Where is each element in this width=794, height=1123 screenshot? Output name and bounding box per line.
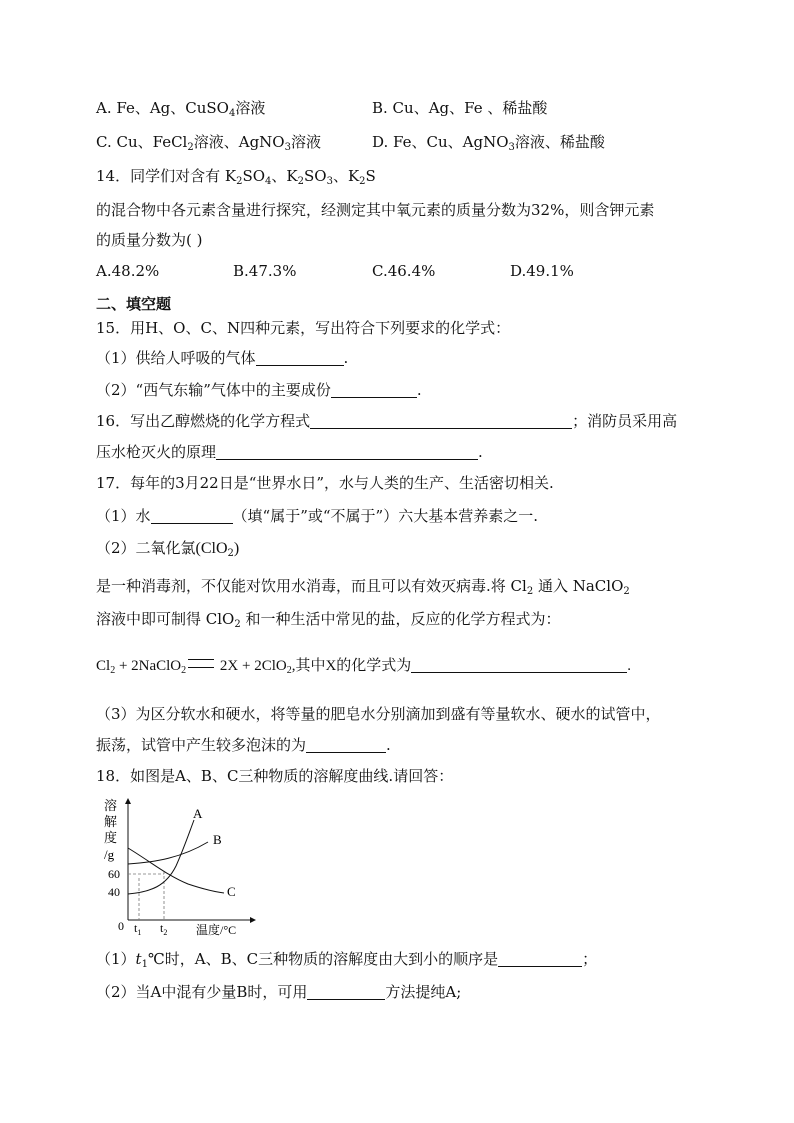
series-a-curve	[128, 820, 194, 894]
q17-text: （填“属于”或“不属于”）六大基本营养素之一.	[232, 507, 538, 525]
x-tick-t1: $t_1$	[134, 921, 142, 937]
answer-blank[interactable]	[411, 656, 627, 673]
q13-option-a-tail: 溶液	[235, 99, 266, 117]
y-axis-label-char: 度	[104, 830, 118, 845]
period: .	[627, 658, 632, 674]
q17-part-3-line-2	[96, 735, 391, 755]
q15-part-1-text: （1）供给人呼吸的气体	[96, 349, 256, 367]
q13-option-c	[96, 132, 321, 158]
series-c-label: C	[227, 884, 236, 899]
semicolon: ；	[582, 950, 598, 968]
q13-option-a-text: A. Fe、Ag、CuSO	[96, 99, 229, 117]
formula: (ClO	[195, 540, 228, 557]
q15-part-2-text: （2）“西气东输”气体中的主要成份	[96, 381, 331, 399]
q18-part-2	[96, 982, 461, 1002]
q13-option-d	[372, 132, 605, 158]
subscript: 2	[234, 619, 241, 630]
q13-option-a	[96, 98, 265, 124]
period: .	[478, 443, 483, 461]
q18-text: ℃时，A、B、C三种物质的溶解度由大到小的顺序是	[147, 950, 499, 968]
q18-part-1	[96, 949, 597, 975]
x-axis-arrow	[250, 917, 256, 923]
q17-text: 是一种消毒剂，不仅能对饮用水消毒，而且可以有效灭病毒.将 Cl	[96, 577, 527, 595]
q17-part-1	[96, 506, 538, 526]
y-axis-label-char: 解	[104, 814, 118, 829]
q17-equation	[96, 656, 631, 681]
y-axis-arrow	[125, 798, 131, 804]
equation-text: 2X + 2ClO	[216, 658, 287, 674]
temp-symbol: t	[135, 950, 142, 968]
q17-part-2-line-3	[96, 609, 561, 635]
period: .	[416, 381, 422, 399]
q18-stem: 18．如图是A、B、C三种物质的溶解度曲线.请回答：	[96, 767, 454, 785]
answer-blank[interactable]	[216, 443, 478, 460]
q16-text: 压水枪灭火的原理	[96, 443, 217, 461]
x-tick-t2: $t_2$	[160, 921, 168, 937]
answer-blank[interactable]	[151, 507, 233, 524]
equation-text: Cl	[96, 658, 111, 674]
q13-option-c-text: C. Cu、FeCl	[96, 133, 188, 151]
q14-option-b: B.47.3%	[233, 262, 297, 280]
subscript: 4	[228, 108, 236, 119]
q14-stem	[96, 166, 376, 192]
equation-text: + 2NaClO	[115, 658, 182, 674]
q18-text: （1）	[96, 950, 136, 968]
subscript: 2	[526, 586, 534, 597]
series-a-label: A	[193, 806, 203, 821]
solubility-chart	[96, 796, 266, 938]
subscript: 1	[141, 959, 148, 970]
x-axis-label: 温度/°C	[196, 923, 237, 937]
q18-text: 方法提纯A;	[385, 983, 462, 1001]
q15-part-2	[96, 380, 422, 400]
q17-part-2	[96, 538, 239, 564]
answer-blank[interactable]	[498, 950, 582, 967]
q13-option-c-text-3: 溶液	[290, 133, 321, 151]
q14-option-c: C.46.4%	[372, 262, 436, 280]
q14-stem-text: 、K	[332, 167, 360, 185]
answer-blank[interactable]	[306, 736, 386, 753]
q14-option-d: D.49.1%	[510, 262, 574, 280]
q17-text: （1）水	[96, 507, 151, 525]
q17-part-3: （3）为区分软水和硬水，将等量的肥皂水分别滴加到盛有等量软水、硬水的试管中，	[96, 705, 661, 723]
answer-blank[interactable]	[310, 412, 572, 429]
x-tick-0: 0	[118, 919, 124, 933]
series-b-curve	[128, 842, 208, 864]
q13-option-b-text: B. Cu、Ag、Fe 、稀盐酸	[372, 99, 548, 117]
q17-text: 振荡，试管中产生较多泡沫的为	[96, 736, 307, 754]
y-axis-label-char: /g	[104, 847, 115, 862]
answer-blank[interactable]	[307, 983, 385, 1000]
q17-text: 通入 NaClO	[533, 577, 624, 595]
subscript: 3	[326, 176, 333, 187]
equals-double-line	[188, 659, 214, 668]
subscript: 4	[265, 176, 272, 187]
q14-stem-text: SO	[303, 167, 327, 185]
subscript: 2	[359, 176, 366, 187]
q14-line-3: 的质量分数为( )	[96, 231, 203, 249]
section-title: 二、填空题	[96, 295, 172, 313]
q14-line-2: 的混合物中各元素含量进行探究，经测定其中氧元素的质量分数为32%，则含钾元素	[96, 201, 655, 219]
subscript: 2	[286, 665, 292, 676]
y-axis-label-char: 溶	[104, 798, 118, 813]
q16-text: ；消防员采用高	[572, 412, 678, 430]
subscript: 2	[236, 176, 243, 187]
equation-text: ,其中X的化学式为	[291, 658, 412, 674]
answer-blank[interactable]	[256, 349, 344, 366]
q17-text: 溶液中即可制得 ClO	[96, 610, 235, 628]
subscript: 2	[623, 586, 630, 597]
q14-stem-text: SO	[242, 167, 266, 185]
q17-text: 和一种生活中常见的盐，反应的化学方程式为：	[240, 610, 561, 628]
q18-text: （2）当A中混有少量B时，可用	[96, 983, 308, 1001]
q16-text: 16．写出乙醇燃烧的化学方程式	[96, 412, 311, 430]
q14-stem-text: 、K	[271, 167, 298, 185]
q15-stem: 15．用H、O、C、N四种元素，写出符合下列要求的化学式：	[96, 319, 511, 337]
q13-option-d-text: D. Fe、Cu、AgNO	[372, 133, 509, 151]
q13-option-d-text-2: 溶液、稀盐酸	[514, 133, 605, 151]
period: .	[343, 349, 349, 367]
answer-blank[interactable]	[331, 381, 417, 398]
q17-stem: 17．每年的3月22日是“世界水日”，水与人类的生产、生活密切相关.	[96, 474, 554, 492]
q14-option-a: A.48.2%	[96, 262, 160, 280]
q16-line-1	[96, 411, 677, 431]
series-c-curve	[128, 848, 224, 893]
q14-stem-text: S	[365, 167, 376, 185]
subscript: 2	[227, 548, 234, 559]
subscript: 2	[187, 142, 194, 153]
y-tick-40: 40	[108, 885, 120, 899]
q13-option-b	[372, 98, 547, 118]
q15-part-1	[96, 348, 348, 368]
q16-line-2	[96, 442, 483, 462]
q14-stem-text: 14．同学们对含有 K	[96, 167, 237, 185]
q13-option-c-text-2: 溶液、AgNO	[193, 133, 285, 151]
period: .	[386, 736, 391, 754]
series-b-label: B	[213, 832, 222, 847]
q17-part-2-line-2	[96, 576, 630, 602]
subscript: 2	[181, 665, 187, 676]
subscript: 2	[110, 665, 116, 676]
subscript: 2	[297, 176, 304, 187]
subscript: 3	[284, 142, 291, 153]
q17-text: （2）二氧化氯	[96, 539, 196, 557]
subscript: 3	[508, 142, 515, 153]
y-tick-60: 60	[108, 867, 120, 881]
formula: )	[233, 540, 240, 557]
